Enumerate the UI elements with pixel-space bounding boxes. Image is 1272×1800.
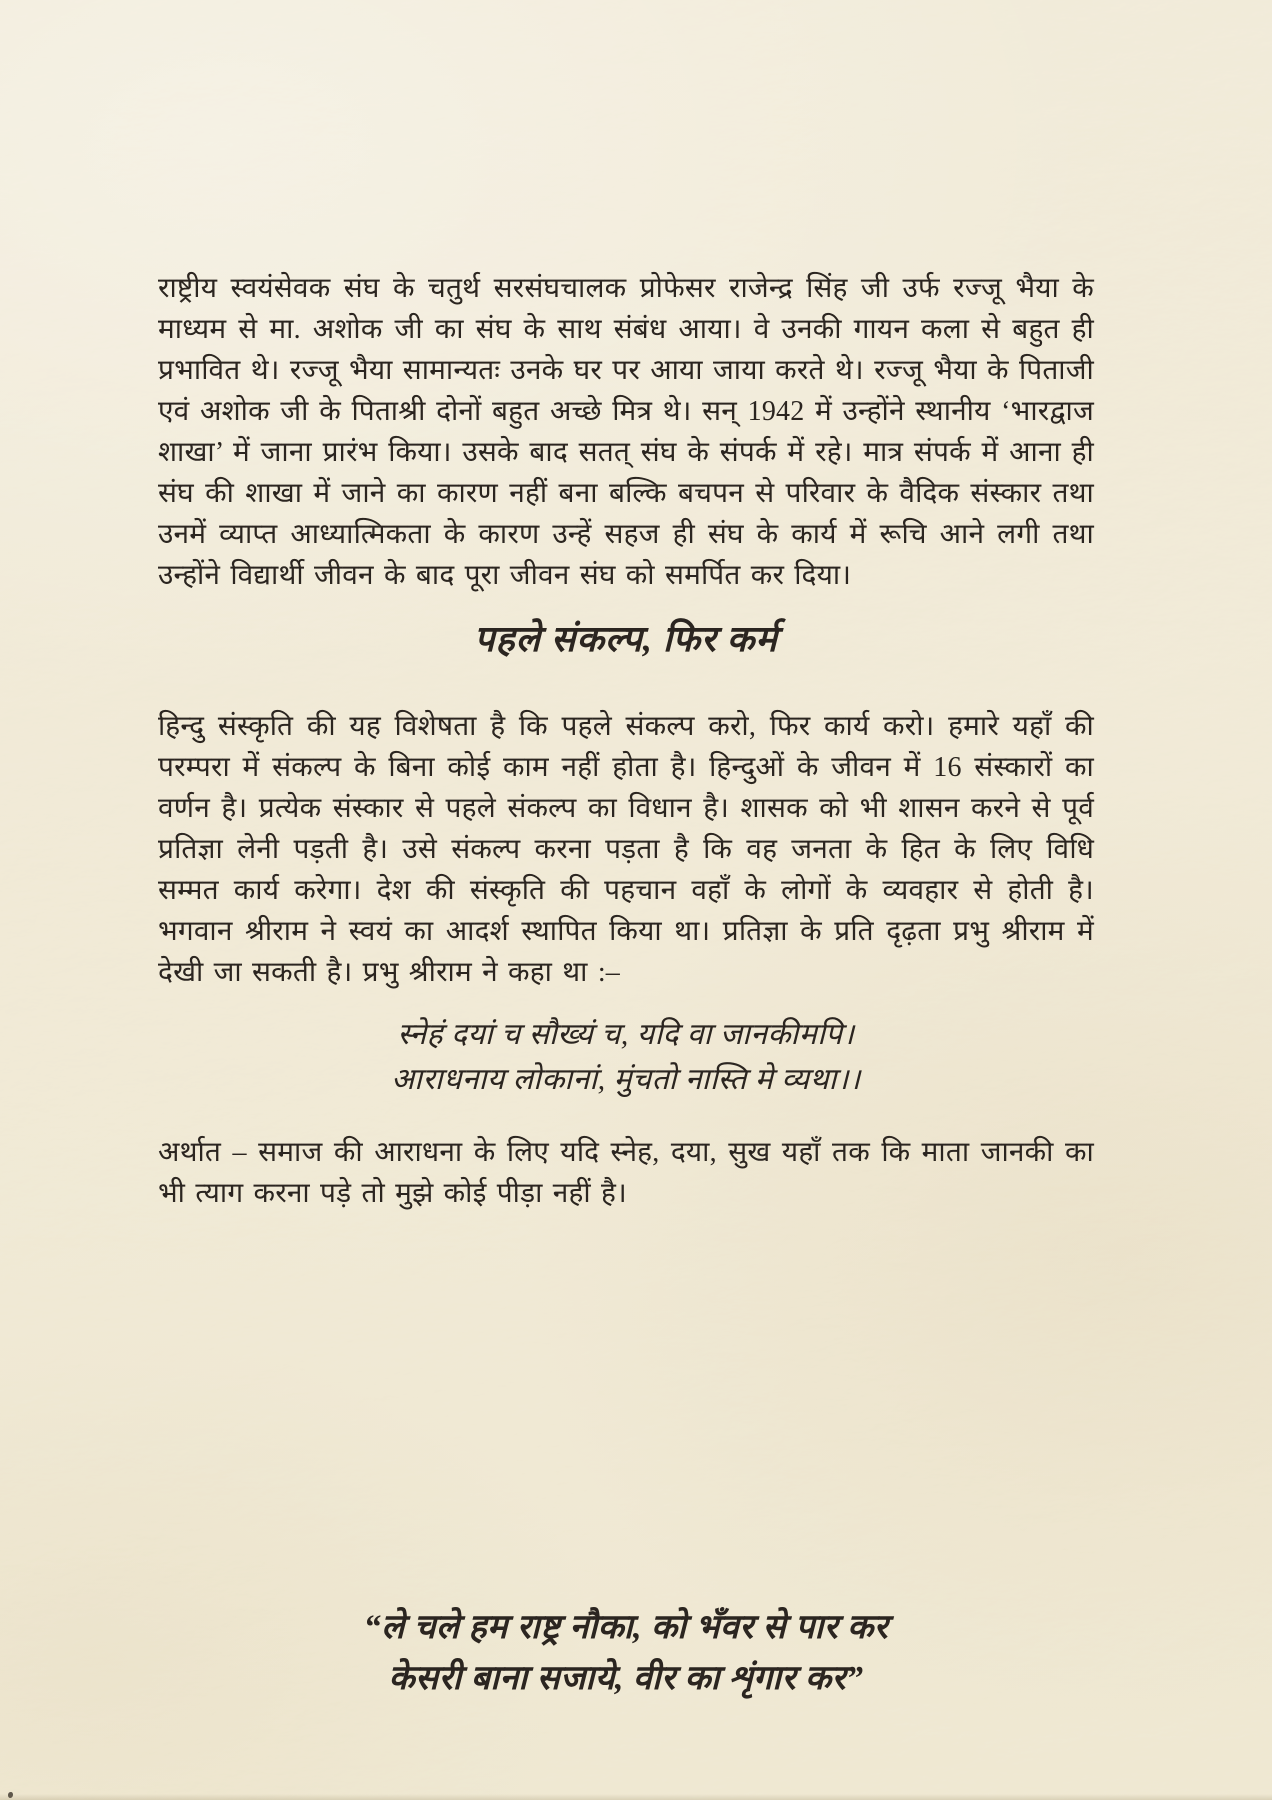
- paragraph-meaning: अर्थात – समाज की आराधना के लिए यदि स्नेह, दया, सुख यहाँ तक कि माता जानकी का भी त्याग करना पड़े तो मुझे कोई पीड़ा नहीं है।: [158, 1137, 1094, 1209]
- sanskrit-verse: [158, 1012, 1094, 1102]
- section-heading: पहले संकल्प, फिर कर्म: [474, 619, 778, 659]
- paragraph-sankalp: हिन्दु संस्कृति की यह विशेषता है कि पहले संकल्प करो, फिर कार्य करो। हमारे यहाँ की परम्परा में संकल्प के बिना कोई काम नहीं होता है। हिन्दुओं के जीवन में 16 संस्कारों का वर्णन है। प्रत्येक संस्कार से पहले संकल्प का विधान है। शासक को भी शासन करने से पूर्व प्रतिज्ञा लेनी पड़ती है। उसे संकल्प करना पड़ता है कि वह जनता के हित के लिए विधि सम्मत कार्य करेगा। देश की संस्कृति की पहचान वहाँ के लोगों के व्यवहार से होती है। भगवान श्रीराम ने स्वयं का आदर्श स्थापित किया था। प्रतिज्ञा के प्रति दृढ़ता प्रभु श्रीराम में देखी जा सकती है। प्रभु श्रीराम ने कहा था :–: [158, 711, 1094, 988]
- closing-quote: [158, 1602, 1094, 1704]
- verse-line-2: आराधनाय लोकानां, मुंचतो नास्ति मे व्यथा।।: [391, 1063, 861, 1096]
- verse-line-1: स्नेहं दयां च सौख्यं च, यदि वा जानकीमपि।: [397, 1018, 855, 1051]
- quote-line-2: केसरी बाना सजाये, वीर का शृंगार कर”: [388, 1660, 864, 1697]
- ink-speck: [8, 1792, 13, 1798]
- quote-line-1: “ले चले हम राष्ट्र नौका, को भँवर से पार कर: [363, 1609, 889, 1646]
- page-content: [158, 0, 1094, 1800]
- paragraph-intro: राष्ट्रीय स्वयंसेवक संघ के चतुर्थ सरसंघचालक प्रोफेसर राजेन्द्र सिंह जी उर्फ रज्जू भैया के माध्यम से मा. अशोक जी का संघ के साथ संबंध आया। वे उनकी गायन कला से बहुत ही प्रभावित थे। रज्जू भैया सामान्यतः उनके घर पर आया जाया करते थे। रज्जू भैया के पिताजी एवं अशोक जी के पिताश्री दोनों बहुत अच्छे मित्र थे। सन् 1942 में उन्होंने स्थानीय ‘भारद्वाज शाखा’ में जाना प्रारंभ किया। उसके बाद सतत् संघ के संपर्क में रहे। मात्र संपर्क में आना ही संघ की शाखा में जाने का कारण नहीं बना बल्कि बचपन से परिवार के वैदिक संस्कार तथा उनमें व्याप्त आध्यात्मिकता के कारण उन्हें सहज ही संघ के कार्य में रूचि आने लगी तथा उन्होंने विद्यार्थी जीवन के बाद पूरा जीवन संघ को समर्पित कर दिया।: [158, 273, 1094, 591]
